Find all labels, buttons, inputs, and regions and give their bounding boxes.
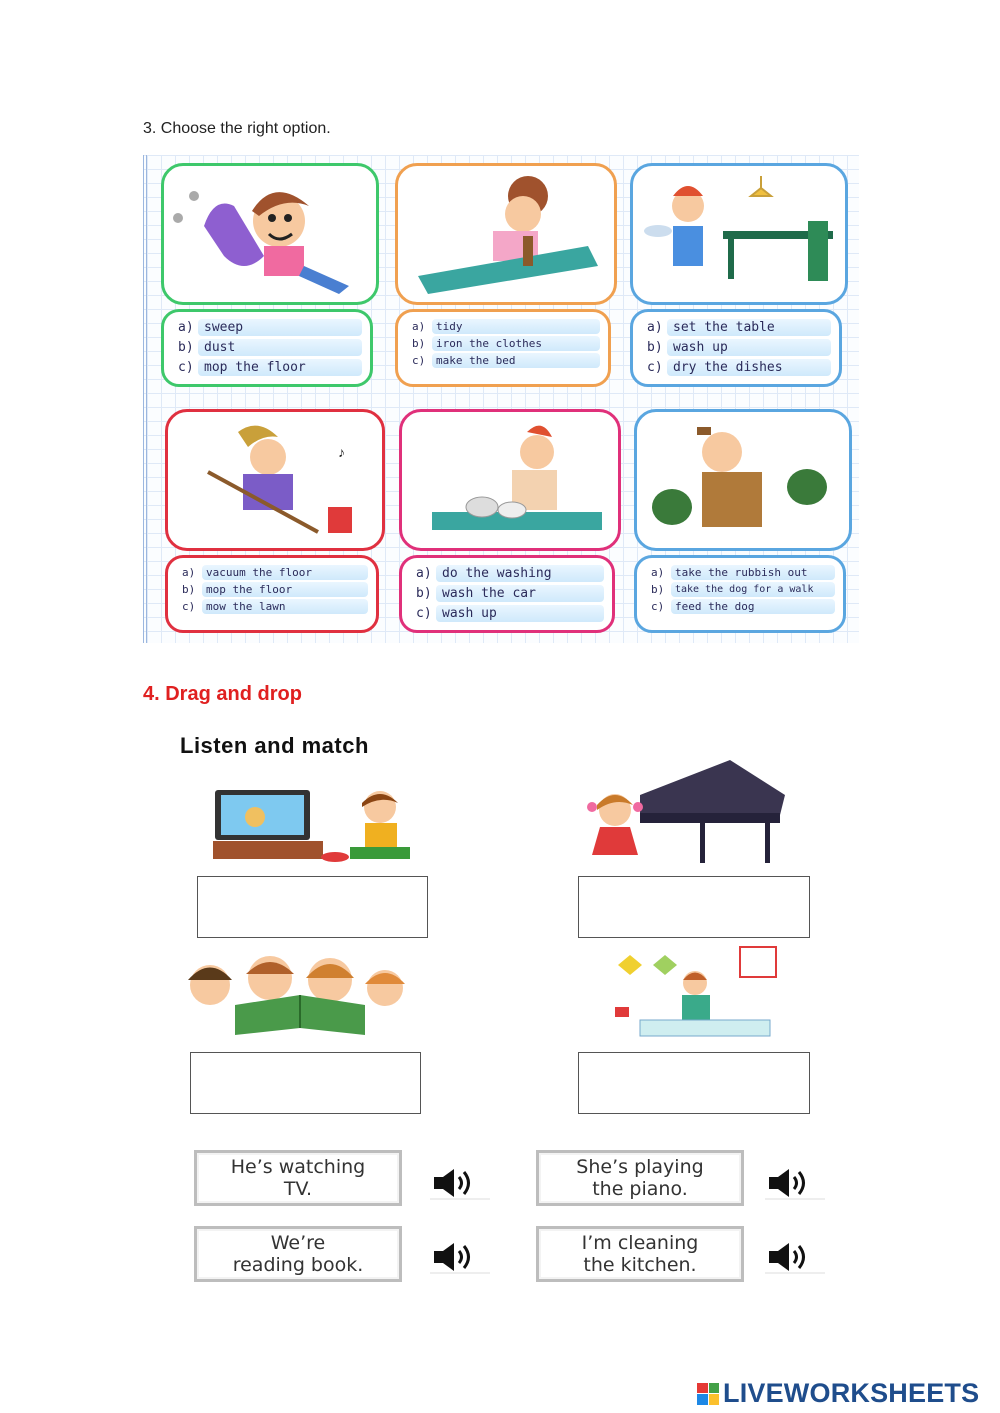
option-text[interactable]: take the dog for a walk <box>671 582 835 597</box>
option-row[interactable] <box>416 604 604 623</box>
svg-text:♪: ♪ <box>338 444 345 460</box>
cleaning-kitchen-image <box>610 945 785 1040</box>
option-letter: b) <box>416 586 432 601</box>
option-row[interactable] <box>647 318 831 337</box>
option-row[interactable] <box>416 564 604 583</box>
option-row[interactable] <box>651 598 835 614</box>
speaker-icon[interactable] <box>765 1166 825 1200</box>
option-row[interactable] <box>647 338 831 357</box>
option-letter: b) <box>651 582 665 596</box>
option-text[interactable]: wash the car <box>436 585 604 602</box>
drop-target-2[interactable] <box>578 876 810 938</box>
chore-options-3 <box>630 309 842 387</box>
option-row[interactable] <box>182 564 368 580</box>
option-row[interactable] <box>178 338 362 357</box>
drag-chip-playing-piano[interactable]: She’s playing the piano. <box>536 1150 744 1206</box>
option-letter: a) <box>182 565 196 579</box>
speaker-icon[interactable] <box>430 1240 490 1274</box>
option-letter: a) <box>416 566 432 581</box>
option-text[interactable]: mop the floor <box>198 359 362 376</box>
option-text[interactable]: dust <box>198 339 362 356</box>
option-row[interactable] <box>651 581 835 597</box>
option-text[interactable]: dry the dishes <box>667 359 831 376</box>
option-text[interactable]: do the washing <box>436 565 604 582</box>
option-letter: a) <box>178 320 194 335</box>
brand-name: LIVEWORKSHEETS <box>723 1378 980 1408</box>
liveworksheets-logo[interactable] <box>697 1378 979 1409</box>
playing-piano-image <box>580 755 790 865</box>
option-row[interactable] <box>178 358 362 377</box>
option-text[interactable]: mop the floor <box>202 582 368 597</box>
option-letter: b) <box>647 340 663 355</box>
drag-chip-cleaning-kitchen[interactable]: I’m cleaning the kitchen. <box>536 1226 744 1282</box>
option-row[interactable] <box>651 564 835 580</box>
option-text[interactable]: mow the lawn <box>202 599 368 614</box>
brand-logo-icon <box>697 1383 719 1405</box>
option-row[interactable] <box>182 581 368 597</box>
drop-target-3[interactable] <box>190 1052 421 1114</box>
chore-options-4 <box>165 555 379 633</box>
option-row[interactable] <box>412 335 600 351</box>
option-text[interactable]: vacuum the floor <box>202 565 368 580</box>
option-text[interactable]: iron the clothes <box>432 336 600 351</box>
chore-image-1 <box>161 163 379 305</box>
option-row[interactable] <box>412 318 600 334</box>
option-letter: c) <box>178 360 194 375</box>
option-letter: c) <box>416 606 432 621</box>
option-row[interactable] <box>647 358 831 377</box>
option-text[interactable]: tidy <box>432 319 600 334</box>
option-text[interactable]: feed the dog <box>671 599 835 614</box>
option-row[interactable] <box>412 352 600 368</box>
option-letter: a) <box>647 320 663 335</box>
option-text[interactable]: take the rubbish out <box>671 565 835 580</box>
option-letter: b) <box>182 582 196 596</box>
chore-options-1 <box>161 309 373 387</box>
option-text[interactable]: wash up <box>667 339 831 356</box>
option-row[interactable] <box>416 584 604 603</box>
drag-chip-watching-tv[interactable]: He’s watching TV. <box>194 1150 402 1206</box>
chores-grid-panel <box>143 155 859 643</box>
listen-and-match-title: Listen and match <box>180 733 369 758</box>
chore-options-5 <box>399 555 615 633</box>
option-row[interactable] <box>182 598 368 614</box>
chore-options-2 <box>395 309 611 387</box>
option-text[interactable]: make the bed <box>432 353 600 368</box>
chore-options-6 <box>634 555 846 633</box>
option-letter: b) <box>178 340 194 355</box>
chore-image-2 <box>395 163 617 305</box>
option-letter: c) <box>647 360 663 375</box>
exercise-4-heading: 4. Drag and drop <box>143 683 302 705</box>
chore-image-3 <box>630 163 848 305</box>
chore-image-6 <box>634 409 852 551</box>
exercise-3-instruction: 3. Choose the right option. <box>143 120 331 137</box>
option-text[interactable]: set the table <box>667 319 831 336</box>
watching-tv-image <box>210 785 420 865</box>
option-letter: a) <box>412 319 426 333</box>
option-letter: c) <box>651 599 665 613</box>
chore-image-4 <box>165 409 385 551</box>
option-letter: b) <box>412 336 426 350</box>
option-letter: a) <box>651 565 665 579</box>
drop-target-1[interactable] <box>197 876 428 938</box>
option-text[interactable]: sweep <box>198 319 362 336</box>
speaker-icon[interactable] <box>430 1166 490 1200</box>
drag-chip-reading-book[interactable]: We’re reading book. <box>194 1226 402 1282</box>
speaker-icon[interactable] <box>765 1240 825 1274</box>
chore-image-5 <box>399 409 621 551</box>
reading-book-image <box>175 950 430 1040</box>
option-letter: c) <box>182 599 196 613</box>
option-letter: c) <box>412 353 426 367</box>
drop-target-4[interactable] <box>578 1052 810 1114</box>
option-row[interactable] <box>178 318 362 337</box>
option-text[interactable]: wash up <box>436 605 604 622</box>
